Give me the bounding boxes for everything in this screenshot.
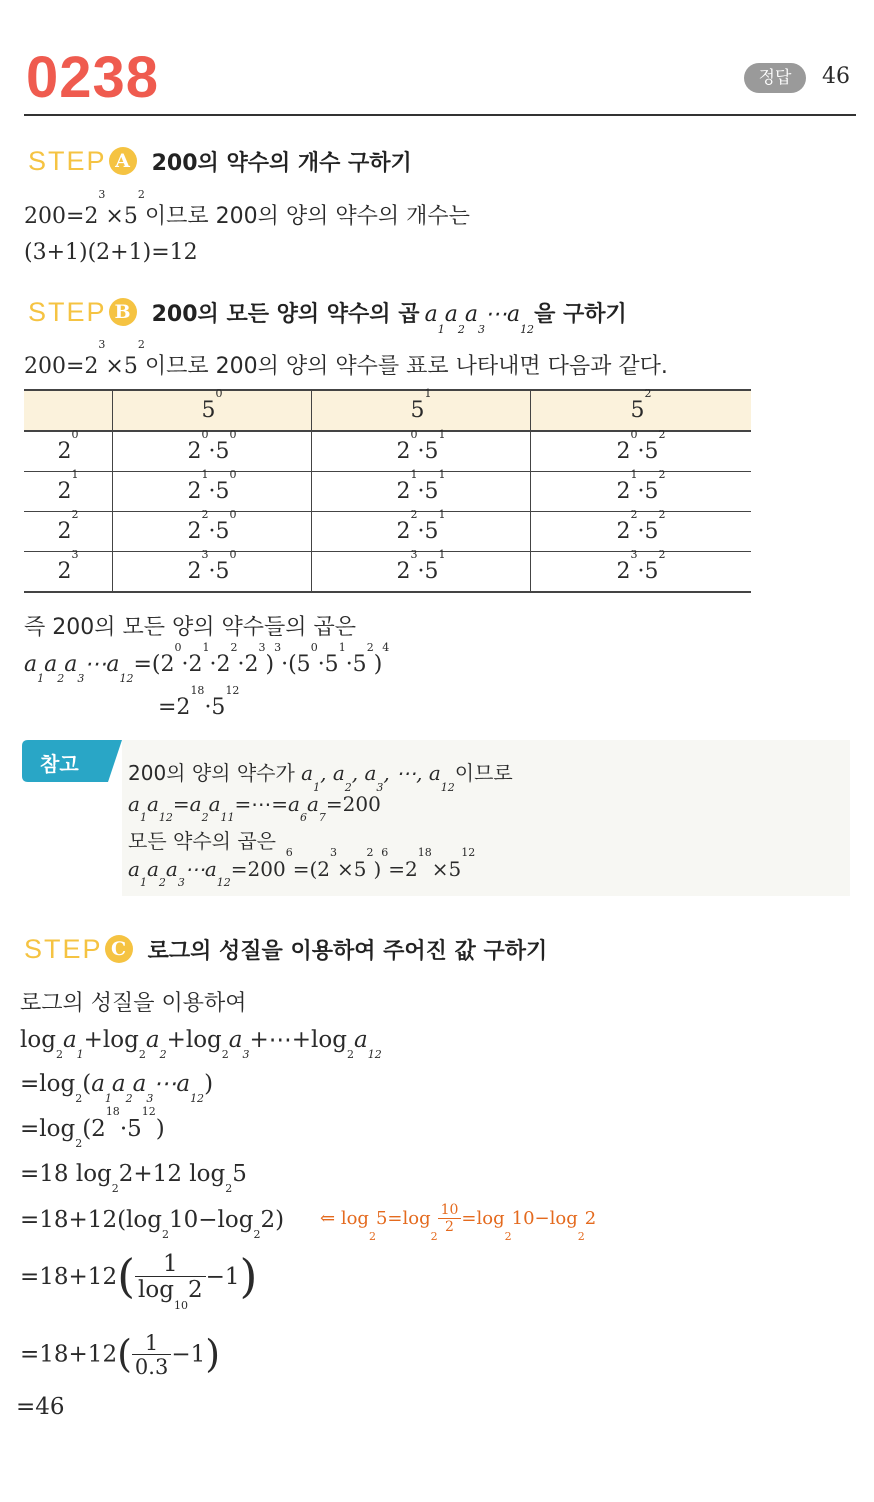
- step-b-title-prefix: 200의 모든 양의 약수의 곱: [151, 302, 420, 327]
- table-cell: $2^0\cdot 5^1$: [312, 431, 531, 472]
- table-cell: $2^0\cdot 5^0$: [113, 431, 312, 472]
- note-line4: $a_1a_2a_3\cdots a_{12}=200^6=(2^3\times 5^2)^6=2^{18}\times 5^{12}$: [128, 846, 476, 889]
- column-header: $5^0$: [113, 390, 312, 431]
- step-c-intro: 로그의 성질을 이용하여: [20, 991, 247, 1016]
- log-eq-6: =18+12( $\frac{1}{\log_{10}2}$ −1): [20, 1248, 258, 1312]
- step-a-line1: $200=2^3\times 5^2$이므로 200의 양의 약수의 개수는: [24, 188, 470, 229]
- step-b-title-suffix: 을 구하기: [534, 302, 627, 327]
- row-header: $2^0$: [24, 431, 113, 472]
- column-header: $5^1$: [312, 390, 531, 431]
- note-line3: 모든 약수의 곱은: [128, 829, 276, 853]
- step-letter-badge: B: [109, 298, 137, 326]
- table-cell: $2^2\cdot 5^2$: [531, 512, 752, 552]
- table-cell: $2^0\cdot 5^2$: [531, 431, 752, 472]
- table-header-row: [24, 390, 751, 431]
- product-intro: 즉 200의 모든 양의 약수들의 곱은: [24, 615, 356, 640]
- step-label: STEP: [24, 934, 103, 964]
- table-cell: $2^3\cdot 5^2$: [531, 552, 752, 593]
- row-header: $2^2$: [24, 512, 113, 552]
- problem-number: 0238: [26, 45, 160, 110]
- table-cell: $2^1\cdot 5^2$: [531, 472, 752, 512]
- answer-value: 46: [822, 64, 850, 89]
- step-label: STEP: [28, 146, 107, 176]
- table-cell: $2^3\cdot 5^0$: [113, 552, 312, 593]
- header-divider: [24, 114, 856, 116]
- hint-arrow-icon: ⇐: [320, 1207, 336, 1229]
- table-row: [24, 512, 751, 552]
- log-eq-4: =18 $\log_22+12$ $\log_25$: [20, 1161, 247, 1195]
- log-hint: ⇐ $\log_25=\log_2$ $\frac{10}{2}$ $=\log_210-\log_22$: [320, 1202, 597, 1243]
- table-row: [24, 472, 751, 512]
- log-eq-7: =18+12( $\frac{1}{0.3}$ −1): [20, 1331, 221, 1380]
- column-header: $5^2$: [531, 390, 752, 431]
- note-line2: $a_1a_{12}=a_2a_{11}=\cdots=a_6a_7=200$: [128, 792, 381, 824]
- step-c-title: 로그의 성질을 이용하여 주어진 값 구하기: [147, 939, 548, 964]
- product-result: $=2^{18}\cdot 5^{12}$: [158, 684, 240, 720]
- log-eq-3: $=\log_2(2^{18}\cdot 5^{12})$: [20, 1105, 165, 1150]
- table-cell: $2^3\cdot 5^1$: [312, 552, 531, 593]
- log-eq-5: $=18+12(\log_210-\log_22)$: [20, 1207, 285, 1241]
- table-row: [24, 552, 751, 593]
- step-letter-badge: A: [109, 147, 137, 175]
- table-cell: $2^2\cdot 5^0$: [113, 512, 312, 552]
- row-header: $2^1$: [24, 472, 113, 512]
- note-tag-label: 참고: [40, 752, 79, 776]
- step-b-heading: [28, 297, 627, 336]
- log-eq-1: $\log_2a_1+\log_2a_2+\log_2a_3+\cdots+\log_2a_{12}$: [20, 1027, 382, 1061]
- step-b-intro: $200=2^3\times 5^2$이므로 200의 양의 약수를 표로 나타내면 다음과 같다.: [24, 338, 668, 379]
- step-c-heading: [24, 934, 547, 965]
- divisor-table-wrap: [24, 389, 751, 593]
- step-a-line2: (3+1)(2+1)=12: [24, 240, 198, 265]
- table-cell: $2^2\cdot 5^1$: [312, 512, 531, 552]
- product-equation: $a_1a_2a_3\cdots a_{12}=(2^0\cdot 2^1\cdot 2^2\cdot 2^3)^3\cdot(5^0\cdot 5^1\cdot 5^2)^4$: [24, 641, 390, 685]
- table-corner: [24, 390, 113, 431]
- step-a-title: 200의 약수의 개수 구하기: [151, 151, 412, 176]
- answer-badge: 정답: [744, 63, 806, 93]
- step-b-title-expression: $a_1a_2a_3\cdots a_{12}$: [424, 302, 535, 336]
- table-row: [24, 431, 751, 472]
- final-answer: =46: [16, 1394, 65, 1420]
- step-a-heading: [28, 146, 412, 177]
- step-letter-badge: C: [105, 935, 133, 963]
- table-cell: $2^1\cdot 5^1$: [312, 472, 531, 512]
- table-cell: $2^1\cdot 5^0$: [113, 472, 312, 512]
- row-header: $2^3$: [24, 552, 113, 593]
- log-eq-2: $=\log_2(a_1a_2a_3\cdots a_{12})$: [20, 1071, 214, 1105]
- divisor-table: [24, 389, 751, 593]
- step-label: STEP: [28, 297, 107, 327]
- note-line1: 200의 양의 약수가 $a_1$, $a_2$, $a_3$, ⋯, $a_{12}$이므로: [128, 761, 513, 794]
